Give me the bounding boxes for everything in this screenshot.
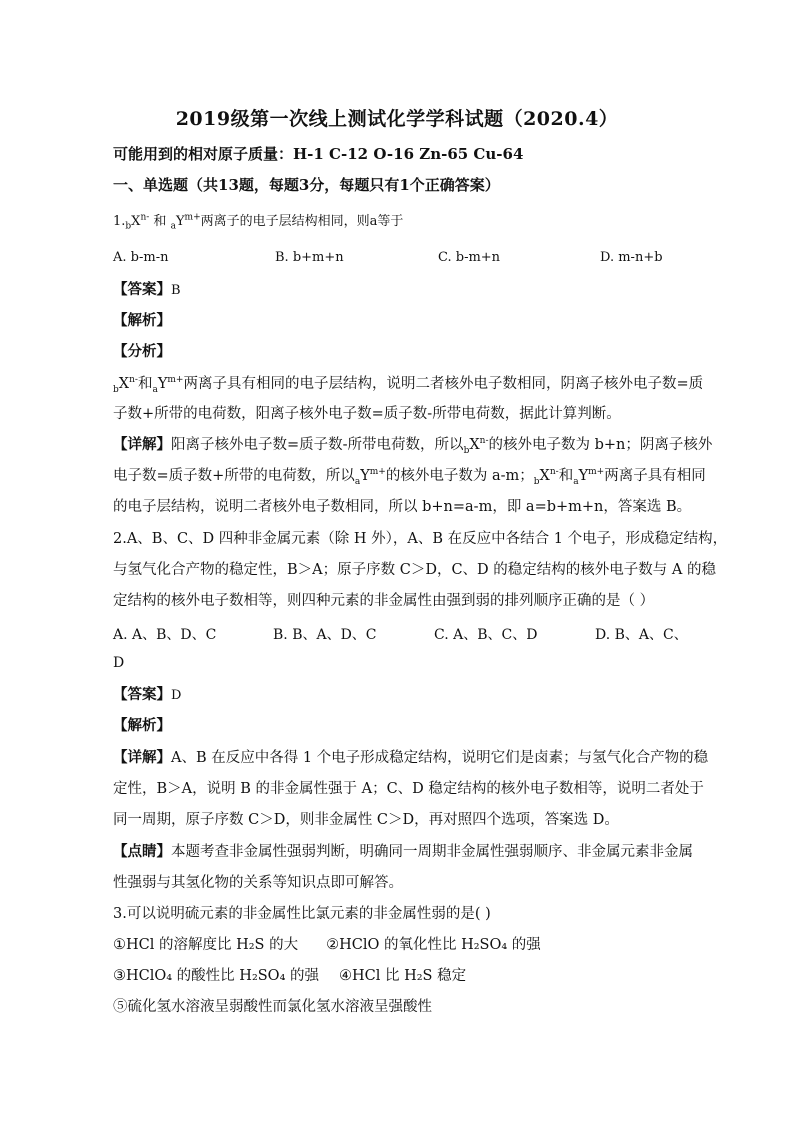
q1-fenxi-tag: 【分析】 — [113, 343, 171, 360]
q2-detail-line-2: 定性，B＞A，说明 B 的非金属性强于 A；C、D 稳定结构的核外电子数相等，说明二者处于 — [113, 781, 704, 797]
q2-option-d-wrap: D — [113, 655, 125, 671]
q2-detail-line-1: 【详解】A、B 在反应中各得 1 个电子形成稳定结构，说明它们是卤素；与氢气化合产物的稳 — [113, 749, 709, 766]
q2-option-d: D. B、A、C、 — [595, 627, 688, 643]
page-title: 2019级第一次线上测试化学学科试题（2020.4） — [175, 108, 619, 130]
q2-detail-line-3: 同一周期，原子序数 C＞D，则非金属性 C＞D，再对照四个选项，答案选 D。 — [113, 812, 619, 828]
q1-stem: $1._bX^{n-}$ 和 $_aY^{m+}$两离子的电子层结构相同，则a等于 — [113, 212, 404, 232]
q1-fenxi-line-2: 子数+所带的电荷数，阳离子核外电子数=质子数-所带电荷数，据此计算判断。 — [113, 406, 621, 422]
atomic-mass-line: 可能用到的相对原子质量：H-1 C-12 O-16 Zn-65 Cu-64 — [113, 145, 524, 163]
q1-analysis-tag: 【解析】 — [113, 312, 171, 329]
q2-analysis-tag: 【解析】 — [113, 717, 171, 734]
q1-fenxi-line-1: $_bX^{n-}$和$_aY^{m+}$两离子具有相同的电子层结构，说明二者核外电子数相同，阴离子核外电子数=质 — [113, 375, 704, 395]
q3-item-5: ⑤硫化氢水溶液呈弱酸性而氯化氢水溶液呈强酸性 — [113, 999, 432, 1015]
q1-option-b: B. b+m+n — [275, 250, 344, 265]
q1-detail-line-3: 的电子层结构，说明二者核外电子数相同，所以 b+n=a-m，即 a=b+m+n，答案选 B。 — [113, 499, 692, 515]
q2-option-a: A. A、B、D、C — [113, 627, 217, 643]
q1-option-c: C. b-m+n — [438, 250, 501, 265]
q2-option-c: C. A、B、C、D — [434, 627, 538, 643]
q3-items-row-1: ①HCl 的溶解度比 H₂S 的大 ②HClO 的氧化性比 H₂SO₄ 的强 — [113, 937, 541, 953]
q1-option-d: D. m-n+b — [600, 250, 663, 265]
q2-point-line-2: 性强弱与其氢化物的关系等知识点即可解答。 — [113, 875, 403, 891]
q3-items-row-2: ③HClO₄ 的酸性比 H₂SO₄ 的强 ④HCl 比 H₂S 稳定 — [113, 968, 467, 984]
q1-detail-line-2: 电子数=质子数+所带的电荷数，所以$_aY^{m+}$的核外电子数为 a-m；$_bX^{n-}$和$_aY^{m+}$两离子具有相同 — [113, 467, 706, 487]
q1-answer: 【答案】B — [113, 281, 181, 298]
q2-answer: 【答案】D — [113, 686, 182, 703]
q2-point-line-1: 【点睛】本题考查非金属性强弱判断，明确同一周期非金属性强弱顺序、非金属元素非金属 — [113, 843, 693, 860]
q2-option-b: B. B、A、D、C — [273, 627, 377, 643]
q2-stem-line-3: 定结构的核外电子数相等，则四种元素的非金属性由强到弱的排列顺序正确的是（ ） — [113, 593, 655, 609]
q3-stem: 3.可以说明硫元素的非金属性比氯元素的非金属性弱的是( ) — [113, 906, 491, 922]
q1-detail-line-1: 【详解】阳离子核外电子数=质子数-所带电荷数，所以$_bX^{n-}$的核外电子数为 b+n；阴离子核外 — [113, 436, 713, 456]
q2-stem-line-1: 2.A、B、C、D 四种非金属元素（除 H 外），A、B 在反应中各结合 1 个电子，形成稳定结构， — [113, 531, 728, 547]
q1-option-a: A. b-m-n — [113, 250, 169, 265]
section-heading: 一、单选题（共13题，每题3分，每题只有1个正确答案） — [113, 176, 500, 194]
q2-stem-line-2: 与氢气化合产物的稳定性，B＞A；原子序数 C＞D，C、D 的稳定结构的核外电子数与 A 的稳 — [113, 562, 716, 578]
